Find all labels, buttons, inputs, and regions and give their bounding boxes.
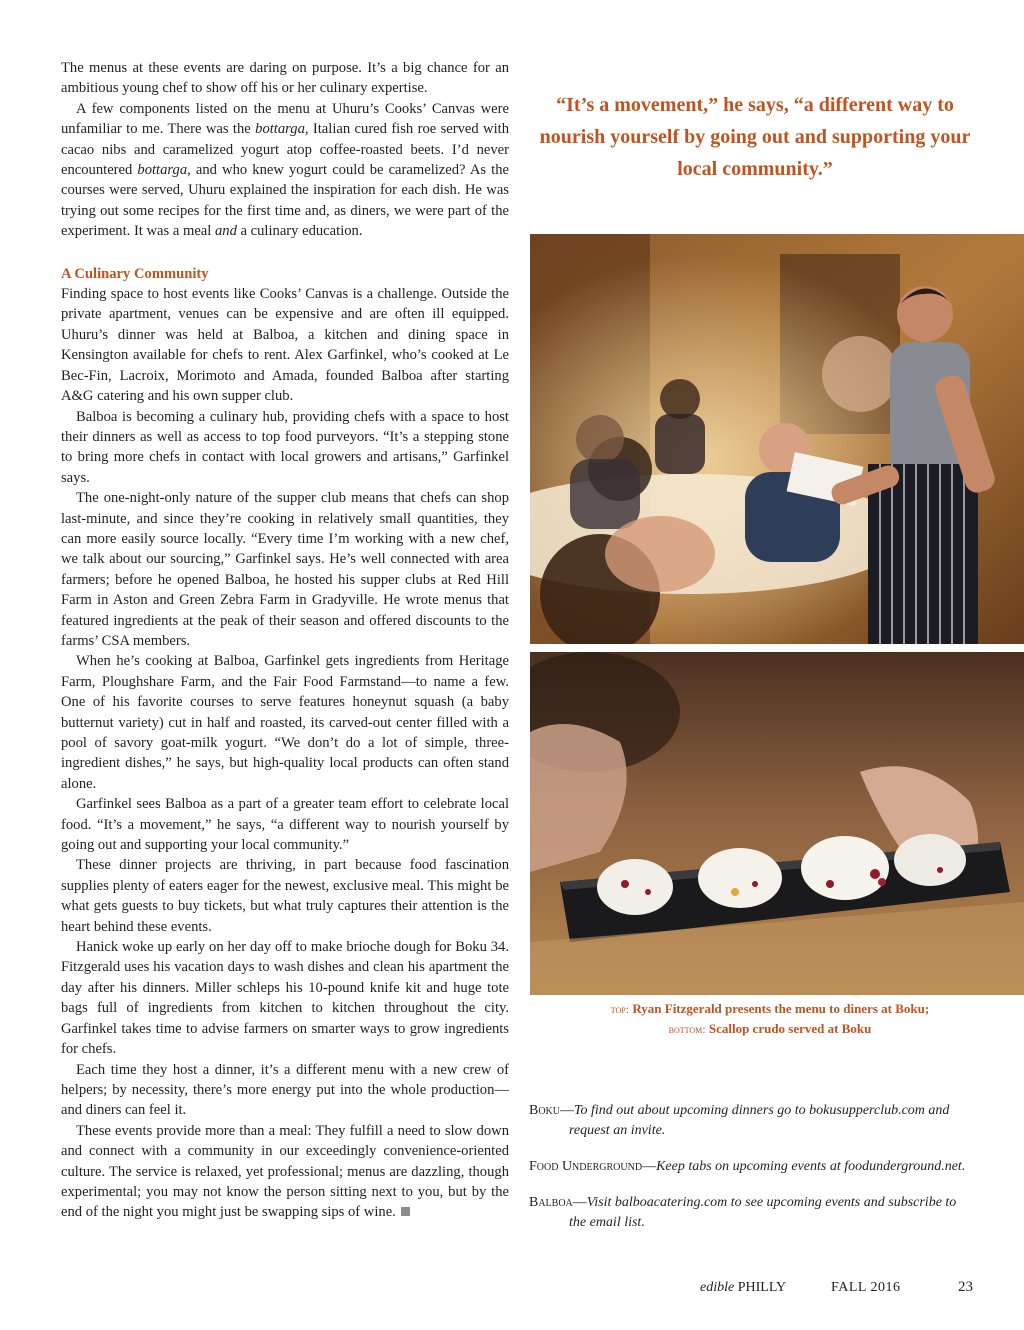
pull-quote: “It’s a movement,” he says, “a different way to nourish yourself by going out and supporting your local community.” [539,94,971,180]
photo-chef-presenting-menu [530,234,1024,644]
paragraph: The menus at these events are daring on purpose. It’s a big chance for an ambitious young chef to show off his or her culinary expertise. [61,60,509,97]
caption-label-top: top: [610,1002,630,1016]
magazine-city: PHILLY [737,1280,787,1295]
italic-term: bottarga [255,121,305,138]
issue-label: FALL 2016 [831,1280,901,1295]
paragraph: Garfinkel sees Balboa as a part of a greater team effort to celebrate local food. “It’s a movement,” he says, “a different way to nourish yourself by going out and supporting your local community.” [61,796,509,854]
paragraph [61,99,509,242]
page-footer [700,1280,980,1296]
italic-term: and [214,223,237,240]
text-run: , and who knew yogurt could be caramelized? As the courses were served, Uhuru explained the inspiration for each dish. He was trying out some recipes for the first time and, as diners, we were part of the experiment. It was a meal [61,162,509,240]
paragraph: Finding space to host events like Cooks’ Canvas is a challenge. Outside the private apartment, venues can be expensive and are often ill equipped. Uhuru’s dinner was held at Balboa, a kitchen and dining space in Kensington available for chefs to rent. Alex Garfinkel, who’s cooked at Le Bec-Fin, Lacroix, Morimoto and Amada, founded Balboa after starting A&G catering and his own supper club. [61,286,509,405]
photo-caption [530,999,1010,1039]
text-run: A few components listed on the menu at Uhuru’s Cooks’ Canvas were unfamiliar to me. There was the [61,100,509,138]
paragraph: When he’s cooking at Balboa, Garfinkel gets ingredients from Heritage Farm, Ploughshare Farm, and the Fair Food Farmstand—to name a few. One of his favorite courses to serve features honeynut squash (a baby butternut variety) cut in half and roasted, its carved-out center filled with a pool of savory goat-milk yogurt. “We don’t do a lot of simple, three-ingredient dishes,” he says, but high-quality local products can often stand alone. [61,653,509,792]
photo-scallop-crudo-plate [530,652,1024,995]
section-heading: A Culinary Community [61,265,209,282]
paragraph: These dinner projects are thriving, in part because food fascination supplies plenty of eaters eager for the newest, exclusive meal. This might be what gets guests to buy tickets, but what truly captures their attention is the heart behind these events. [61,857,509,935]
page-number: 23 [958,1279,973,1295]
resource-info: To find out about upcoming dinners go to bokusupperclub.com and request an invite. [569,1103,950,1138]
end-mark-icon [401,1207,410,1216]
caption-label-bottom: bottom: [668,1022,706,1036]
paragraph: Each time they host a dinner, it’s a different menu with a new crew of helpers; by necessity, there’s more energy put into the whole production—and diners can feel it. [61,1061,509,1119]
resource-list [529,1101,969,1249]
resource-item: Balboa—Visit balboacatering.com to see upcoming events and subscribe to the email list. [529,1195,957,1230]
caption-bottom-line [530,1019,1010,1039]
paragraph: Balboa is becoming a culinary hub, providing chefs with a space to host their dinners as well as access to top food purveyors. “It’s a stepping stone to bring more chefs in contact with local growers and artisans,” Garfinkel says. [61,408,509,486]
resource-name: Food Underground [529,1159,643,1174]
caption-top-line [530,999,1010,1019]
photo-scallop-crudo-plate-icon [530,652,1024,995]
paragraph: The one-night-only nature of the supper club means that chefs can shop last-minute, and since they’re cooking in relatively small quantities, they can more easily source locally. “Every time I’m working with a new chef, we talk about our sourcing,” Garfinkel says. He’s well connected with area farmers; before he opened Balboa, he hosted his supper clubs at Red Hill Farm in Aston and Green Zebra Farm in Gradyville. He wrote menus that featured ingredients at the peak of their season and offered discounts to the farms’ CSA members. [61,490,509,649]
magazine-brand: edible [700,1280,735,1295]
resource-info: Visit balboacatering.com to see upcoming events and subscribe to the email list. [569,1195,957,1230]
resource-item: Boku—To find out about upcoming dinners go to bokusupperclub.com and request an invite. [529,1103,950,1138]
resource-item: Food Underground—Keep tabs on upcoming events at foodunderground.net. [529,1159,966,1174]
paragraph [61,1121,509,1223]
caption-text-top: Ryan Fitzgerald presents the menu to diners at Boku; [632,1001,930,1016]
text-run: a culinary education. [236,223,363,240]
photo-chef-presenting-menu-icon [530,234,1024,644]
text-run: , Italian cured fish roe served with cacao nibs and caramelized yogurt atop coffee-roasted beets. I’d never encountered [61,121,509,179]
article-body [61,58,509,1223]
text-run: These events provide more than a meal: They fulfill a need to slow down and connect with a community in our exceedingly convenience-oriented culture. The service is relaxed, yet professional; menus are dazzling, though experimental; you may not know the person sitting next to you, but by the end of the night you might just be swapping sips of wine. [61,1122,509,1221]
resource-info: Keep tabs on upcoming events at foodunderground.net. [656,1159,966,1174]
italic-term: bottarga [137,162,188,179]
paragraph: Hanick woke up early on her day off to make brioche dough for Boku 34. Fitzgerald uses his vacation days to wash dishes and clean his apartment the day after his dinners. Miller schleps his 10-pound knife kit and huge tote bags full of ingredients from kitchen to kitchen throughout the city. Garfinkel takes time to advise farmers on smarter ways to grow ingredients for chefs. [61,939,509,1058]
caption-text-bottom: Scallop crudo served at Boku [708,1021,872,1036]
resource-name: Boku [529,1103,561,1118]
resource-name: Balboa [529,1195,573,1210]
